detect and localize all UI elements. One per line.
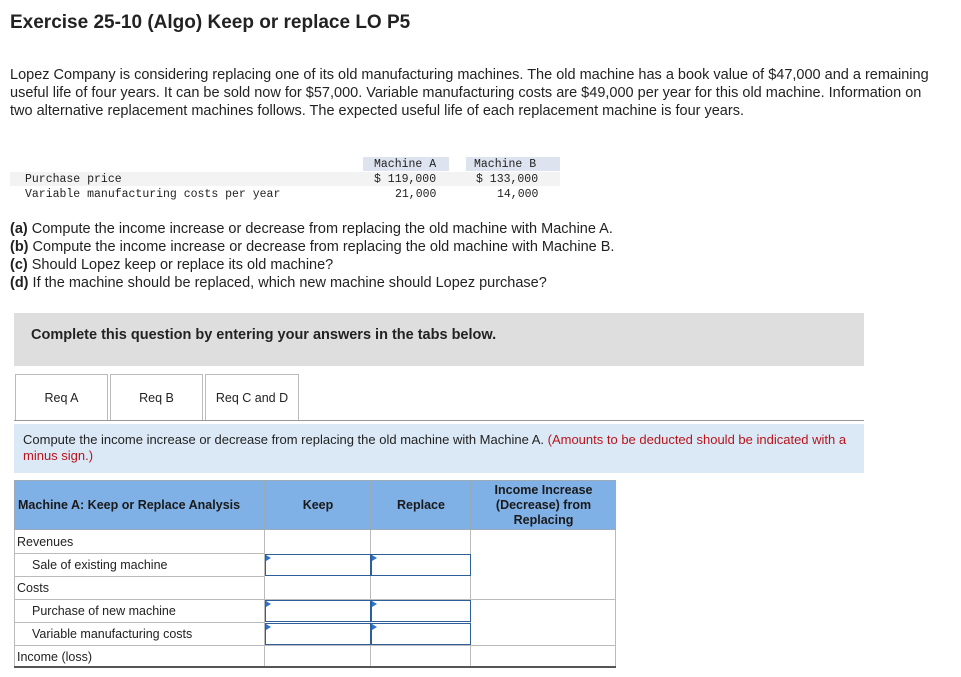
income-difference-header: Income Increase (Decrease) from Replacing: [471, 480, 616, 530]
input-marker-icon: [372, 624, 377, 630]
variable-replace-input[interactable]: [371, 623, 471, 645]
row-income-loss: Income (loss): [17, 650, 93, 664]
row-revenues: Revenues: [17, 535, 74, 549]
header-blank-cell: [10, 157, 363, 171]
header-gap-cell: [449, 157, 466, 171]
banner-text: Complete this question by entering your answers in the tabs below.: [31, 327, 497, 343]
machine-b-purchase-price: $ 133,000: [476, 173, 539, 186]
row-divider: [14, 576, 265, 577]
keep-or-replace-table: [14, 480, 616, 668]
question-a: (a) Compute the income increase or decrease from replacing the old machine with Machine A.: [10, 221, 613, 237]
input-marker-icon: [372, 555, 377, 561]
table-bottom-rule: [14, 666, 616, 668]
instruction-note: (Amounts to be deducted should be indicated with a minus sign.): [23, 432, 847, 463]
replace-column-header: Replace: [371, 480, 471, 530]
input-marker-icon: [266, 555, 271, 561]
req-a-instruction: [14, 424, 864, 473]
question-c: (c) Should Lopez keep or replace its old machine?: [10, 257, 334, 273]
machine-b-variable-costs: 14,000: [497, 188, 539, 201]
row-purchase-new-machine: Purchase of new machine: [32, 604, 176, 618]
question-b: (b) Compute the income increase or decrease from replacing the old machine with Machine B.: [10, 239, 615, 255]
row-sale-existing-machine: Sale of existing machine: [32, 558, 168, 572]
question-d: (d) If the machine should be replaced, which new machine should Lopez purchase?: [10, 275, 547, 291]
variable-keep-input[interactable]: [265, 623, 371, 645]
exercise-title: Exercise 25-10 (Algo) Keep or replace LO P5: [10, 12, 411, 33]
tab-divider: [14, 420, 864, 421]
row-label-purchase-price: Purchase price: [25, 173, 122, 186]
tab-req-c-and-d[interactable]: Req C and D: [205, 374, 299, 421]
sale-keep-input[interactable]: [265, 554, 371, 576]
machine-a-variable-costs: 21,000: [395, 188, 437, 201]
machine-info-table: [10, 157, 560, 203]
machine-b-header: Machine B: [474, 158, 537, 171]
analysis-header-label: Machine A: Keep or Replace Analysis: [14, 480, 265, 530]
row-divider: [14, 645, 616, 646]
purchase-replace-input[interactable]: [371, 600, 471, 622]
tab-req-a[interactable]: Req A: [15, 374, 108, 421]
tab-req-b[interactable]: Req B: [110, 374, 203, 421]
row-label-variable-costs: Variable manufacturing costs per year: [25, 188, 281, 201]
instruction-text: Compute the income increase or decrease from replacing the old machine with Machine A.: [23, 432, 544, 447]
input-marker-icon: [266, 601, 271, 607]
machine-a-purchase-price: $ 119,000: [374, 173, 437, 186]
machine-a-header: Machine A: [374, 158, 437, 171]
row-variable-manufacturing-costs: Variable manufacturing costs: [32, 627, 193, 641]
input-marker-icon: [372, 601, 377, 607]
row-divider: [14, 553, 265, 554]
instruction-banner: [14, 313, 864, 366]
purchase-keep-input[interactable]: [265, 600, 371, 622]
problem-description: Lopez Company is considering replacing one of its old manufacturing machines. The old machine has a book value of $47,000 and a remaining useful life of four years. It can be sold now for $57,000. Variable manufacturing costs are $49,000 per year for this old machine. Information on two alternative replacement machines follows. The expected useful life of each replacement machine is four years.: [10, 67, 929, 119]
row-costs: Costs: [17, 581, 49, 595]
row-divider: [14, 622, 265, 623]
sale-replace-input[interactable]: [371, 554, 471, 576]
input-marker-icon: [266, 624, 271, 630]
question-list: [10, 220, 614, 292]
keep-column-header: Keep: [265, 480, 371, 530]
